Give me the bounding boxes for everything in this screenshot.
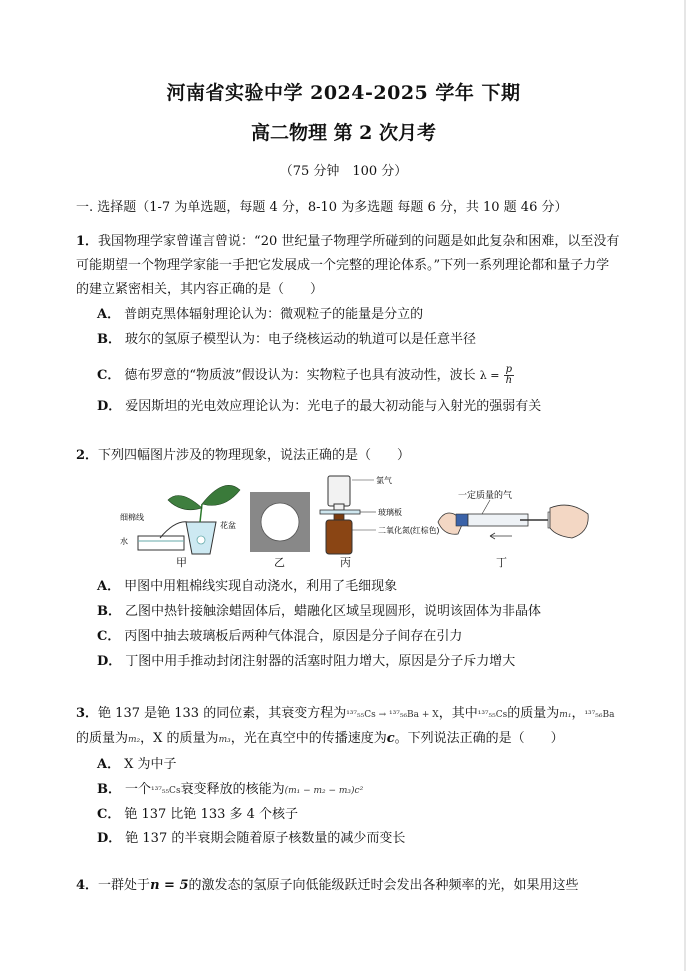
caption-yi: 乙 bbox=[274, 556, 285, 569]
label-wire: 细棉线 bbox=[120, 513, 144, 522]
question-stem: 我国物理学家曾谨言曾说：“20 世纪量子物理学所碰到的问题是如此复杂和困难，以至没有可能期望一个物理学家能一手把它发展成一个完整的理论体系。”下列一系列理论都和量子力学的建立紧密相关，其内容正确的是（ ） bbox=[76, 234, 620, 297]
option-label: C． bbox=[97, 629, 121, 644]
stem-part: ， bbox=[571, 706, 585, 721]
option-label: D． bbox=[97, 654, 122, 669]
option-text: 丁图中用手推动封闭注射器的活塞时阻力增大，原因是分子斥力增大 bbox=[125, 654, 516, 669]
label-top-gas: 氯气 bbox=[376, 476, 392, 485]
q1-option-a bbox=[97, 306, 617, 324]
option-label: A． bbox=[97, 757, 121, 772]
question-stem: 下列四幅图片涉及的物理现象，说法正确的是（ ） bbox=[98, 448, 411, 463]
question-2 bbox=[76, 444, 621, 468]
stem-part: 的激发态的氢原子向低能级跃迁时会发出各种频率的光，如果用这些 bbox=[188, 878, 579, 893]
fraction-denominator: h bbox=[505, 375, 513, 386]
figure-ding bbox=[438, 489, 588, 539]
q3-option-b bbox=[97, 781, 617, 800]
option-label: A． bbox=[97, 579, 121, 594]
speed-of-light: c bbox=[386, 731, 395, 746]
cs-isotope: ¹³⁷₅₅Cs bbox=[151, 786, 181, 796]
mass-m2: m₂ bbox=[128, 735, 141, 745]
option-text: 一个 bbox=[125, 782, 152, 797]
option-label: C． bbox=[97, 807, 121, 822]
option-text: 丙图中抽去玻璃板后两种气体混合，原因是分子间存在引力 bbox=[124, 629, 463, 644]
stem-part: ，光在真空中的传播速度为 bbox=[230, 731, 387, 746]
question-number: 2． bbox=[76, 448, 99, 463]
option-text: 铯 137 的半衰期会随着原子核数量的减少而变长 bbox=[125, 831, 406, 846]
page-edge-line bbox=[684, 0, 686, 971]
figure-bing bbox=[320, 475, 440, 554]
stem-part: 。下列说法正确的是（ ） bbox=[394, 731, 564, 746]
stem-part: ，X 的质量为 bbox=[140, 731, 219, 746]
q3-option-c bbox=[97, 806, 617, 824]
q2-figure bbox=[120, 470, 640, 566]
label-water: 水 bbox=[120, 537, 128, 546]
option-text: 乙图中热针接触涂蜡固体后，蜡融化区域呈现圆形，说明该固体为非晶体 bbox=[125, 604, 542, 619]
option-label: B． bbox=[97, 332, 121, 347]
figure-yi bbox=[250, 492, 310, 552]
q2-option-c bbox=[97, 628, 617, 646]
option-label: B． bbox=[97, 604, 121, 619]
question-3 bbox=[76, 702, 621, 752]
ba-isotope: ¹³⁷₅₆Ba bbox=[584, 710, 615, 720]
q1-option-c bbox=[97, 365, 617, 386]
wavelength-fraction bbox=[504, 365, 514, 386]
fraction-numerator: p bbox=[505, 364, 513, 375]
q2-option-a bbox=[97, 578, 617, 596]
question-number: 1． bbox=[76, 234, 99, 249]
label-plate: 玻璃板 bbox=[378, 508, 402, 517]
q2-option-d bbox=[97, 653, 617, 671]
decay-equation: ¹³⁷₅₅Cs → ¹³⁷₅₆Ba + X bbox=[346, 710, 439, 720]
stem-part: 的质量为 bbox=[76, 731, 129, 746]
q1-option-b bbox=[97, 331, 617, 349]
stem-part: 铯 137 是铯 133 的同位素，其衰变方程为 bbox=[98, 706, 347, 721]
option-label: B． bbox=[97, 782, 121, 797]
option-text: 铯 137 比铯 133 多 4 个核子 bbox=[124, 807, 299, 822]
q3-option-d bbox=[97, 830, 617, 848]
caption-ding: 丁 bbox=[496, 556, 507, 569]
question-number: 3． bbox=[76, 706, 99, 721]
question-1 bbox=[76, 230, 621, 302]
mass-m3: m₃ bbox=[218, 735, 231, 745]
section-heading: 一. 选择题（1-7 为单选题，每题 4 分，8-10 为多选题 每题 6 分，共 10 题 46 分） bbox=[76, 200, 568, 215]
option-text: 甲图中用粗棉线实现自动浇水，利用了毛细现象 bbox=[124, 579, 398, 594]
label-bottom-gas: 二氧化氮(红棕色) bbox=[378, 526, 440, 535]
figure-jia bbox=[120, 485, 240, 554]
lambda-symbol: λ = bbox=[479, 369, 500, 382]
option-text: X 为中子 bbox=[124, 757, 177, 772]
q1-option-d bbox=[97, 398, 617, 416]
stem-part: 一群处于 bbox=[98, 878, 151, 893]
option-label: D． bbox=[97, 831, 122, 846]
option-text: 衰变释放的核能为 bbox=[180, 782, 285, 797]
caption-jia: 甲 bbox=[176, 556, 187, 569]
time-score: （75 分钟 100 分） bbox=[279, 164, 408, 179]
q3-option-a bbox=[97, 756, 617, 774]
option-text: 普朗克黑体辐射理论认为：微观粒子的能量是分立的 bbox=[124, 307, 424, 322]
option-text: 玻尔的氢原子模型认为：电子绕核运动的轨道可以是任意半径 bbox=[125, 332, 477, 347]
label-pot: 花盆 bbox=[220, 521, 236, 530]
option-label: C． bbox=[97, 368, 121, 383]
q2-option-b bbox=[97, 603, 617, 621]
caption-bing: 丙 bbox=[340, 556, 351, 569]
stem-part: 的质量为 bbox=[507, 706, 560, 721]
option-text: 爱因斯坦的光电效应理论认为：光电子的最大初动能与入射光的强弱有关 bbox=[125, 399, 542, 414]
question-number: 4． bbox=[76, 878, 99, 893]
option-label: D． bbox=[97, 399, 122, 414]
school-title: 河南省实验中学 2024-2025 学年 下期 bbox=[166, 82, 521, 104]
cs-isotope: ¹³⁷₅₅Cs bbox=[477, 710, 508, 720]
option-label: A． bbox=[97, 307, 121, 322]
option-text: 德布罗意的“物质波”假设认为：实物粒子也具有波动性，波长 bbox=[124, 368, 476, 383]
question-4 bbox=[76, 874, 621, 898]
stem-part: ，其中 bbox=[438, 706, 478, 721]
energy-level: n = 5 bbox=[150, 878, 189, 893]
energy-expression: (m₁ − m₂ − m₃)c² bbox=[284, 786, 364, 796]
label-gas-mass: 一定质量的气 bbox=[458, 490, 513, 500]
mass-m1: m₁ bbox=[559, 710, 572, 720]
exam-title: 高二物理 第 2 次月考 bbox=[250, 122, 437, 144]
